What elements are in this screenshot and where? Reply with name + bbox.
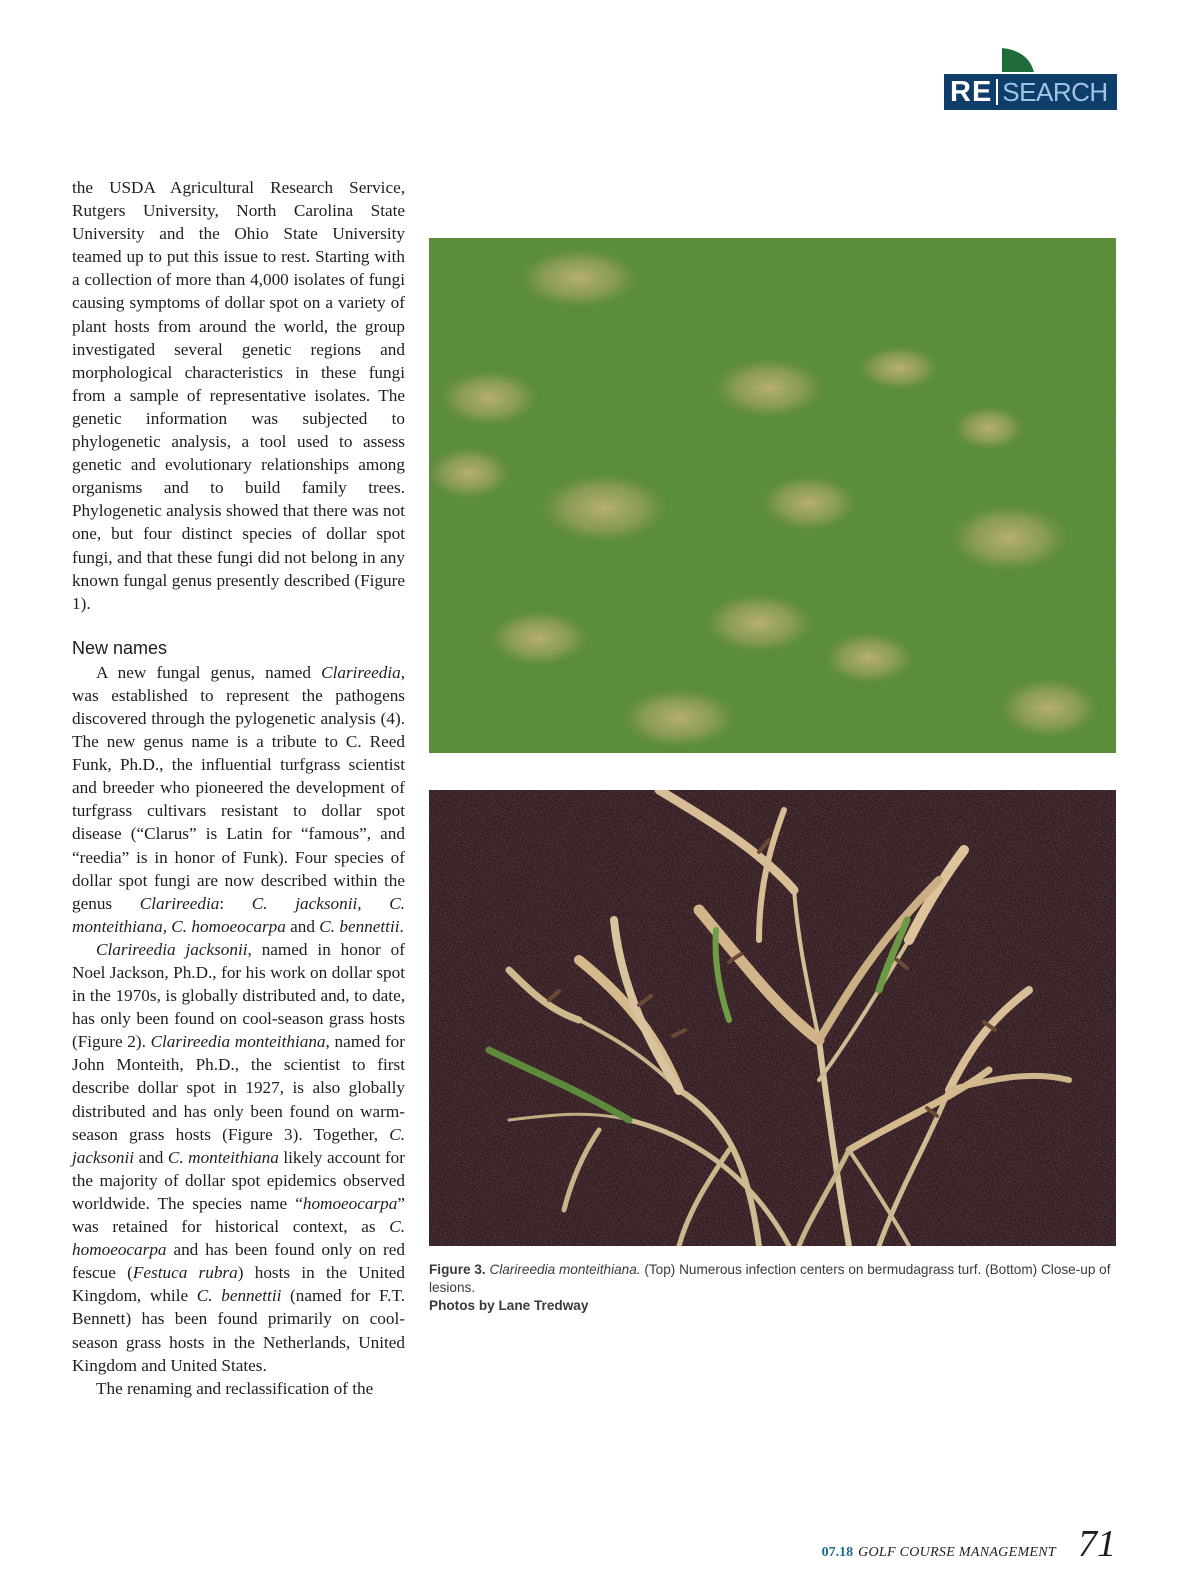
badge-bar [944, 74, 1117, 110]
paragraph-1: the USDA Agricultural Research Service, Rutgers University, North Carolina State University and the Ohio State University teamed up to put this issue to rest. Starting with a collection of more than 4,000 isolates of fungi causing symptoms of dollar spot on a variety of plant hosts from around the world, the group investigated several genetic regions and morphological characteristics in these fungi from a sample of representative isolates. The genetic information was subjected to phylogenetic analysis, a tool used to assess genetic and evolutionary relationships among organisms and to build family trees. Phylogenetic analysis showed that there was not one, but four distinct species of dollar spot fungi, and that these fungi did not belong in any known fungal genus presently described (Figure 1). [72, 178, 405, 613]
badge-divider [996, 79, 998, 105]
photo-turf [429, 238, 1116, 753]
issue-date: 07.18 [821, 1545, 854, 1560]
badge-flag-icon [1002, 48, 1034, 72]
badge-search: SEARCH [1002, 76, 1108, 107]
page-number: 71 [1078, 1523, 1116, 1565]
figure-label: Figure 3. [429, 1262, 486, 1277]
photo-credit: Photos by Lane Tredway [429, 1298, 589, 1313]
section-badge [944, 48, 1117, 110]
figure-text: (Top) Numerous infection centers on bermudagrass turf. (Bottom) Close-up of lesions. [429, 1262, 1111, 1295]
figure-caption [429, 1261, 1119, 1315]
section-heading: New names [72, 637, 168, 658]
badge-re: RE [950, 75, 993, 108]
magazine-name: GOLF COURSE MANAGEMENT [858, 1545, 1056, 1560]
article-column [72, 176, 405, 1400]
figure-species: Clarireedia monteithiana. [489, 1262, 641, 1277]
page-footer [822, 1522, 1116, 1566]
paragraph-4: The renaming and reclassification of the [96, 1378, 374, 1398]
photo-lesions [429, 790, 1116, 1246]
paragraph-2: A new fungal genus, named Clarireedia, was established to represent the pathogens discovered through the pylogenetic analysis (4). The new genus name is a tribute to C. Reed Funk, Ph.D., the influential turfgrass scientist and breeder who pioneered the development of turfgrass cultivars resistant to dollar spot disease (“Clarus” is Latin for “famous”, and “reedia” is in honor of Funk). Four species of dollar spot fungi are now described within the genus Clarireedia: C. jacksonii, C. monteithiana, C. homoeocarpa and C. bennettii. [72, 662, 405, 936]
paragraph-3: Clarireedia jacksonii, named in honor of Noel Jackson, Ph.D., for his work on dollar spot in the 1970s, is globally distributed and, to date, has only been found on cool-season grass hosts (Figure 2). Clarireedia monteithiana, named for John Monteith, Ph.D., the scientist to first describe dollar spot in 1927, is also globally distributed and has only been found on warm-season grass hosts (Figure 3). Together, C. jacksonii and C. monteithiana likely account for the majority of dollar spot epidemics observed worldwide. The species name “homoeocarpa” was retained for historical context, as C. homoeocarpa and has been found only on red fescue (Festuca rubra) hosts in the United Kingdom, while C. bennettii (named for F.T. Bennett) has been found primarily on cool-season grass hosts in the Netherlands, United Kingdom and United States. [72, 939, 406, 1375]
